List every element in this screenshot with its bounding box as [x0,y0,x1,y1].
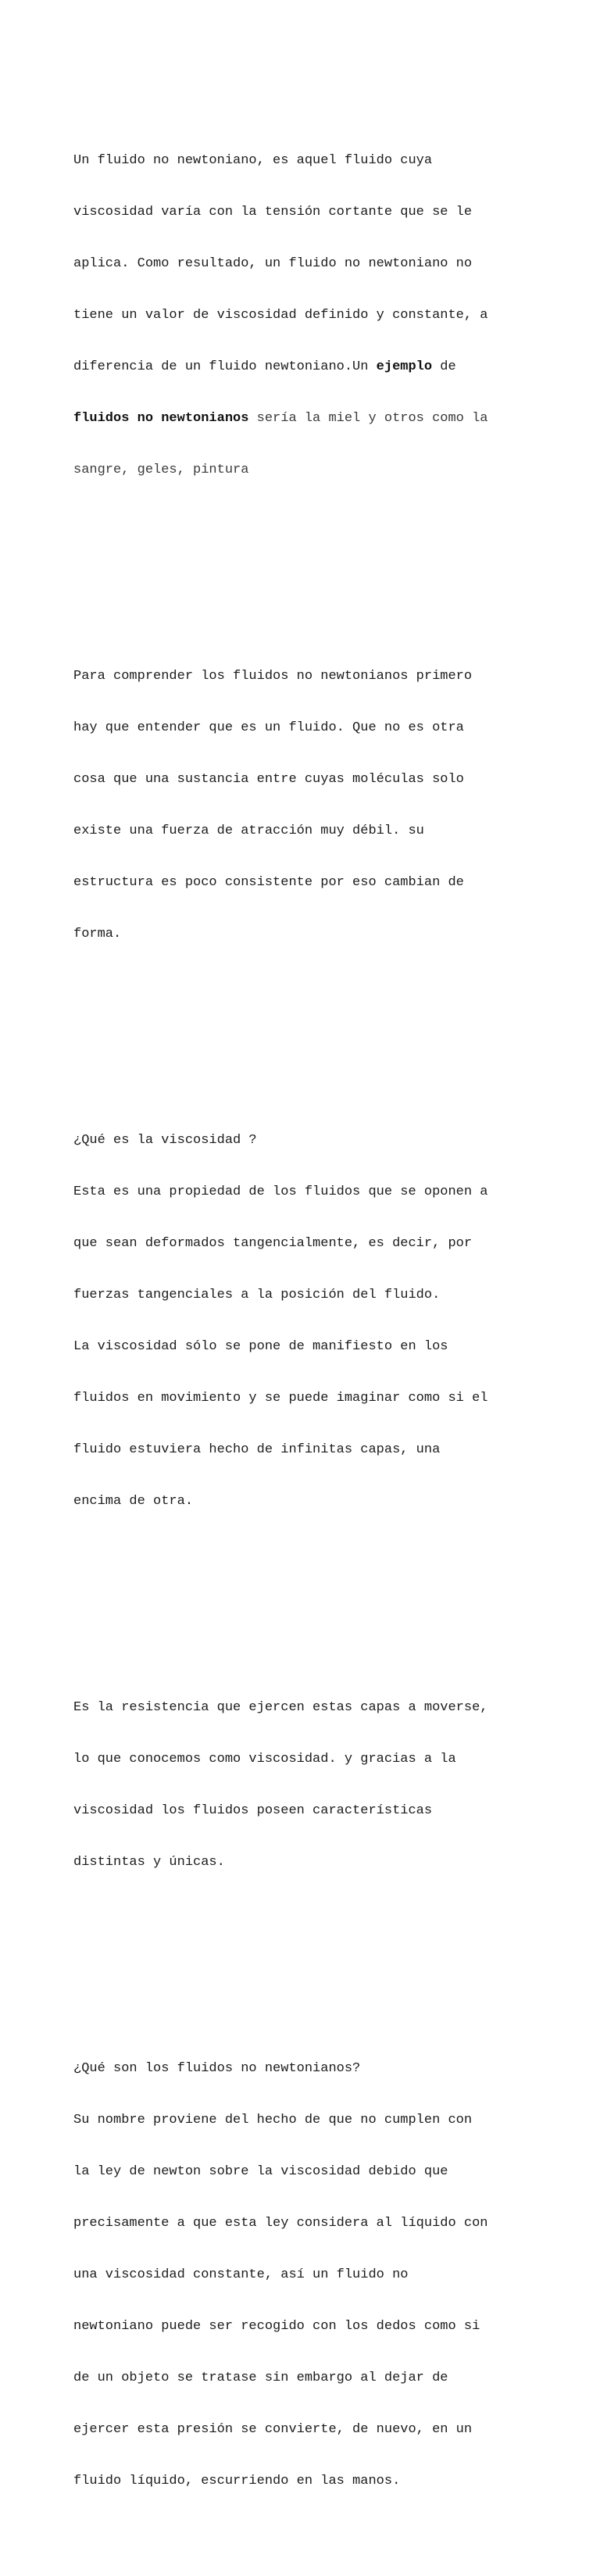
text-line [73,410,542,427]
text-line: Esta es una propiedad de los fluidos que se oponen a [73,1184,488,1199]
paragraph-definition [73,118,542,513]
paragraph-gap [73,1957,542,1974]
text-segment: de [432,359,456,374]
text-line: La viscosidad sólo se pone de manifiesto en los [73,1339,448,1354]
text-line: hay que entender que es un fluido. Que no es otra [73,720,464,735]
text-line: Es la resistencia que ejercen estas capas a moverse, [73,1700,488,1715]
paragraph-non-newtonian [73,2026,542,2524]
text-line: viscosidad los fluidos poseen características [73,1803,433,1818]
text-line: estructura es poco consistente por eso cambian de [73,875,464,890]
paragraph-gap [73,1596,542,1613]
text-line: newtoniano puede ser recogido con los dedos como si [73,2319,480,2334]
text-line: una viscosidad constante, así un fluido no [73,2267,409,2282]
text-line: Para comprender los fluidos no newtonianos primero [73,669,473,684]
paragraph-resistance [73,1665,542,1906]
text-line: existe una fuerza de atracción muy débil. su [73,824,424,838]
text-line: fuerzas tangenciales a la posición del fluido. [73,1288,441,1302]
text-line: lo que conocemos como viscosidad. y gracias a la [73,1752,456,1767]
text-line: de un objeto se tratase sin embargo al dejar de [73,2371,448,2385]
text-line: que sean deformados tangencialmente, es decir, por [73,1236,473,1251]
text-line: forma. [73,927,122,941]
paragraph-gap [73,1029,542,1046]
paragraph-gap [73,565,542,582]
text-line: precisamente a que esta ley considera al líquido con [73,2216,488,2231]
text-line [73,359,542,376]
text-line: tiene un valor de viscosidad definido y constante, a [73,308,488,323]
text-segment: diferencia de un fluido newtoniano.Un [73,359,377,374]
text-line: sangre, geles, pintura [73,463,249,477]
paragraph-viscosity [73,1098,542,1545]
text-line: Su nombre proviene del hecho de que no cumplen con [73,2113,473,2128]
section-question: ¿Qué es la viscosidad ? [73,1133,257,1148]
text-line: la ley de newton sobre la viscosidad debido que [73,2164,448,2179]
paragraph-what-is-fluid [73,634,542,977]
text-line: distintas y únicas. [73,1855,225,1870]
text-line: fluido líquido, escurriendo en las manos. [73,2474,401,2488]
text-line: aplica. Como resultado, un fluido no newtoniano no [73,256,473,271]
text-segment: sería la miel y otros como la [248,411,488,426]
section-question: ¿Qué son los fluidos no newtonianos? [73,2061,361,2076]
text-line: Un fluido no newtoniano, es aquel fluido cuya [73,153,433,168]
text-line: encima de otra. [73,1494,194,1509]
text-line: fluido estuviera hecho de infinitas capas, una [73,1442,441,1457]
bold-keyword: ejemplo [376,359,433,374]
document-body [73,66,542,2576]
text-line: fluidos en movimiento y se puede imaginar como si el [73,1391,488,1406]
text-line: ejercer esta presión se convierte, de nuevo, en un [73,2422,473,2437]
text-line: viscosidad varía con la tensión cortante que se le [73,205,473,220]
text-line: cosa que una sustancia entre cuyas moléculas solo [73,772,464,787]
bold-keyword: fluidos no newtonianos [73,411,249,426]
